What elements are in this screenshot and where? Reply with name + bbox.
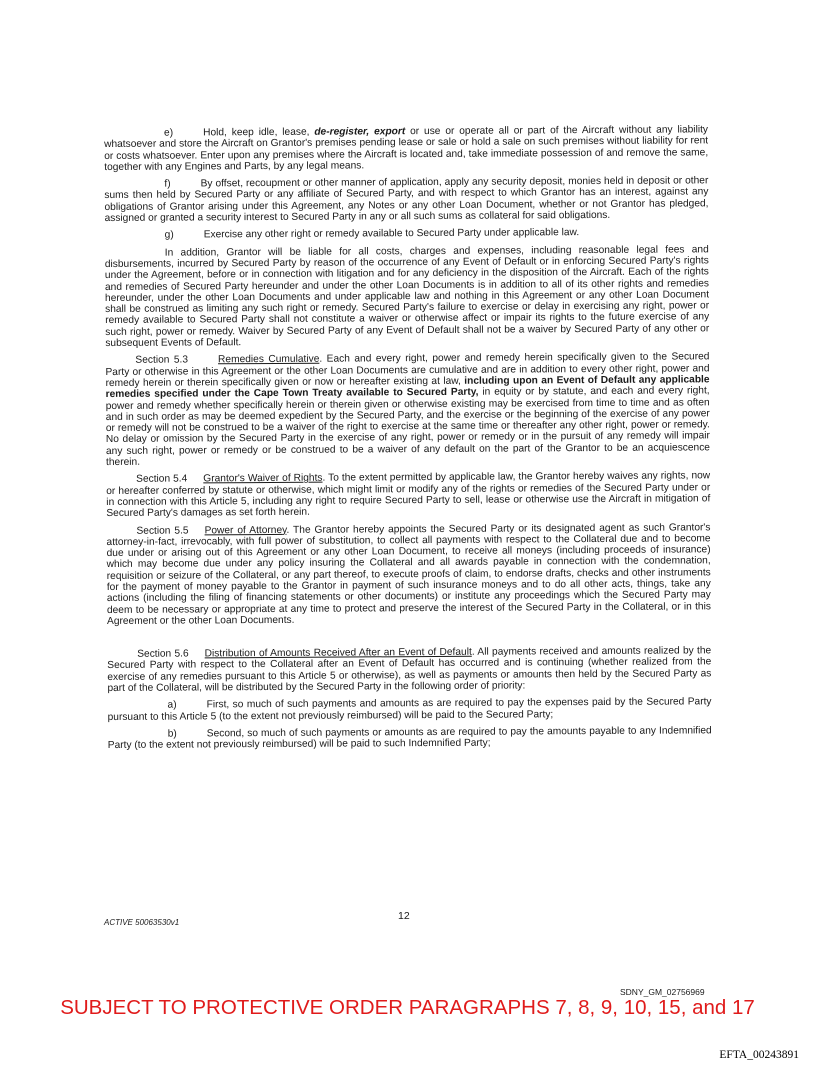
section-5-5: Section 5.5 Power of Attorney. The Grantor hereby appoints the Secured Party or its designated agent as such Grantor's attorney-in-fact, irrevocably, with full power of substitution, to collect all payments with respect to the Collateral due and to become due under or arising out of this Agreement or any other Loan Document, to receive all moneys (including proceeds of insurance) which may become due under any policy insuring the Collateral and all awards payable in connection with the condemnation, requisition or seizure of the Collateral, or any part thereof, to execute proofs of claim, to endorse drafts, checks and other instruments for the payment of money payable to the Grantor in payment of such insurance moneys and to do all other acts, things, take any actions (including the filing of financing statements or other documents) or institute any proceedings which the Secured Party may deem to be necessary or appropriate at any time to protect and preserve the interest of the Secured Party in the Collateral, or in this Agreement or the other Loan Documents. — [106, 521, 711, 627]
remedy-e-label: e) — [163, 127, 174, 139]
deregister-export-emphasis: de-register, export — [314, 126, 406, 138]
efta-number: EFTA_00243891 — [719, 1049, 799, 1061]
cape-town-emphasis: including upon an Event of Default any applicable remedies specified under the Cape Town Treaty available to Secured Party, — [105, 374, 710, 401]
section-number: Section 5.6 — [137, 648, 189, 660]
remedy-f-paragraph: f) By offset, recoupment or other manner of application, apply any security deposit, monies held in deposit or other sums then held by Secured Party or any affiliate of Secured Party, and with respect to which Grantor has an interest, against any obligations of Grantor arising under this Agreement, any Notes or any other Loan Document, whether or not Grantor has pledged, assigned or granted a security interest to Secured Party in any or all such sums as collateral for said obligations. — [104, 175, 709, 225]
section-number: Section 5.3 — [135, 354, 189, 367]
section-heading: Distribution of Amounts Received After an Event of Default — [204, 646, 472, 660]
priority-b-paragraph: b) Second, so much of such payments or amounts as are required to pay the amounts payable to any Indemnified Party (to the extent not previously reimbursed) will be paid to such Indemnified Party; — [107, 725, 712, 752]
addition-paragraph: In addition, Grantor will be liable for all costs, charges and expenses, including reasonable legal fees and disbursements, incurred by Secured Party by reason of the occurrence of any Event of Default or in enforcing Secured Party's rights under the Agreement, before or in connection with litigation and for any deficiency in the disposition of the Aircraft. Each of the rights and remedies of Secured Party hereunder and under the other Loan Documents is in addition to all of its other rights and remedies hereunder, under the other Loan Documents and under applicable law and nothing in this Agreement or any other Loan Document shall be construed as limiting any such right or remedy. Secured Party's failure to exercise or delay in exercising any right, power or remedy available to Secured Party shall not constitute a waiver or otherwise affect or impair its rights to the future exercise of any such right, power or remedy. Waiver by Secured Party of any Event of Default shall not be a waiver by Secured Party of any other or subsequent Events of Default. — [104, 243, 710, 350]
section-heading: Remedies Cumulative — [218, 354, 320, 366]
remedy-f-label: f) — [164, 178, 171, 190]
section-number: Section 5.5 — [136, 524, 189, 537]
priority-a-label: a) — [167, 699, 177, 711]
section-heading: Power of Attorney — [204, 524, 287, 536]
section-5-3: Section 5.3 Remedies Cumulative. Each and every right, power and remedy herein specifically given to the Secured Party or otherwise in this Agreement or the other Loan Documents are cumulative and are in addition to every other right, power and remedy herein or therein specifically given or now or hereafter existing at law, including upon an Event of Default any applicable remedies specified under the Cape Town Treaty available to Secured Party, in equity or by statute, and each and every right, power and remedy whether specifically herein or therein given or otherwise existing may be exercised from time to time and as often and in such order as may be deemed expedient by the Secured Party, and the exercise or the beginning of the exercise of any power or remedy will not be construed to be a waiver of the right to exercise at the same time or thereafter any other right, power or remedy. No delay or omission by the Secured Party in the exercise of any right, power or remedy or in the pursuit of any remedy will impair any such right, power or remedy or be construed to be a waiver of any default on the part of the Grantor to be an acquiescence therein. — [105, 351, 710, 469]
section-5-4: Section 5.4 Grantor's Waiver of Rights. To the extent permitted by applicable law, the Grantor hereby waives any rights, now or hereafter conferred by statute or otherwise, which might limit or modify any of the rights or remedies of the Secured Party under or in connection with this Article 5, including any right to require Secured Party to sell, lease or otherwise use the Aircraft in mitigation of Secured Party's damages as set forth herein. — [106, 470, 711, 520]
document-body — [104, 124, 712, 757]
bates-number: SDNY_GM_02756969 — [620, 987, 705, 997]
remedy-g-label: g) — [164, 229, 174, 242]
priority-a-paragraph: a) First, so much of such payments and amounts as are required to pay the expenses paid by the Secured Party pursuant to this Article 5 (to the extent not previously reimbursed) will be paid to the Secured Party; — [107, 696, 712, 723]
remedy-g-paragraph: g) Exercise any other right or remedy available to Secured Party under applicable law. — [164, 227, 580, 242]
protective-order-banner: SUBJECT TO PROTECTIVE ORDER PARAGRAPHS 7, 8, 9, 10, 15, and 17 — [60, 996, 755, 1019]
remedy-e-paragraph: e) Hold, keep idle, lease, de-register, export or use or operate all or part of the Aircraft without any liability whatsoever and store the Aircraft on Grantor's premises pending lease or sale or hold a sale on such premises without liability for rent or costs whatsoever. Enter upon any premises where the Aircraft is located and, take immediate possession of and remove the same, together with any Engines and Parts, by any legal means. — [104, 124, 709, 173]
document-id: ACTIVE 50063530v1 — [104, 918, 180, 927]
section-number: Section 5.4 — [136, 473, 188, 486]
section-5-6: Section 5.6 Distribution of Amounts Received After an Event of Default. All payments received and amounts realized by the Secured Party with respect to the Collateral after an Event of Default has occurred and is continuing (whether realized from the exercise of any remedies pursuant to this Article 5 or otherwise), as well as payments or amounts then held by the Secured Party as part of the Collateral, will be distributed by the Secured Party in the following order of priority: — [107, 645, 712, 695]
page-number: 12 — [398, 910, 410, 922]
section-heading: Grantor's Waiver of Rights — [203, 472, 323, 485]
priority-b-label: b) — [167, 728, 177, 740]
